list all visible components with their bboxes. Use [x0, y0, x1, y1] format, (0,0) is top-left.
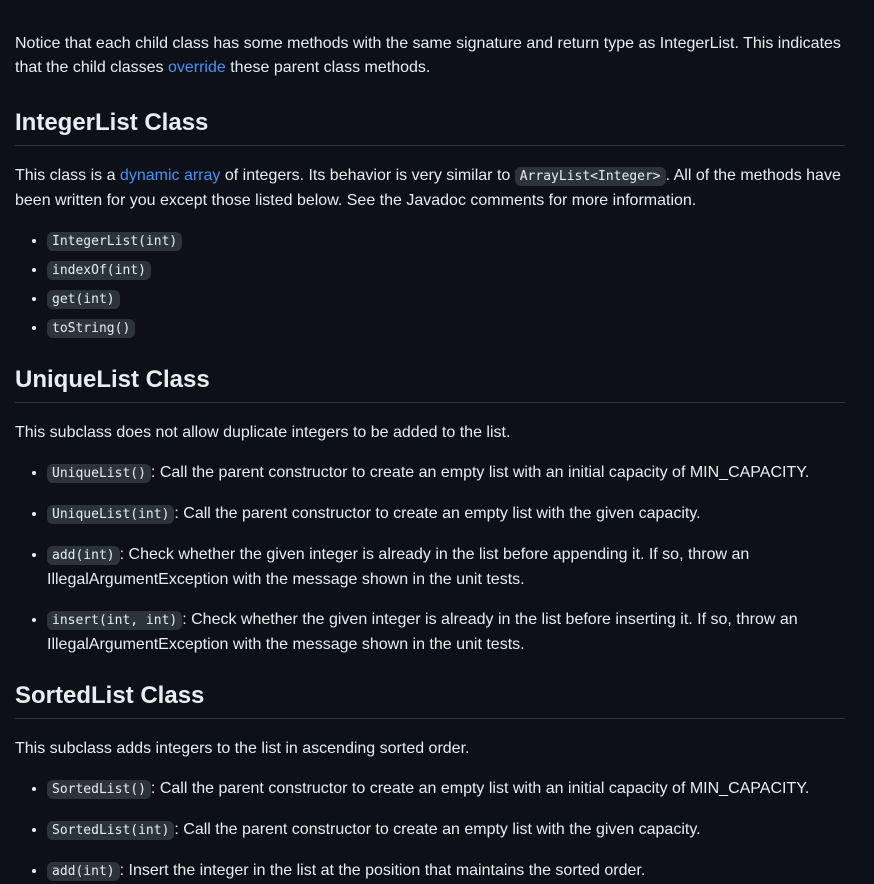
- override-link[interactable]: override: [167, 59, 226, 76]
- method-description: : Call the parent constructor to create an empty list with the given capacity.: [174, 821, 701, 838]
- intro-paragraph: [15, 32, 845, 80]
- method-description: : Insert the integer in the list at the position that maintains the sorted order.: [119, 862, 646, 879]
- method-code: indexOf(int): [47, 261, 151, 280]
- method-code: UniqueList(): [47, 464, 151, 483]
- dynamic-array-link[interactable]: dynamic array: [119, 167, 221, 184]
- list-item: [47, 502, 845, 527]
- method-code: UniqueList(int): [47, 505, 174, 524]
- uniquelist-method-list: [15, 461, 845, 657]
- intro-text-1: Notice that each child class has some methods with the same signature and return type as IntegerList. This indicates that the child classes: [15, 35, 841, 76]
- list-item: [47, 818, 845, 843]
- list-item: [47, 608, 845, 657]
- uniquelist-heading: UniqueList Class: [15, 365, 845, 403]
- method-description: : Check whether the given integer is already in the list before inserting it. If so, throw an IllegalArgumentException with the message shown in the unit tests.: [47, 611, 798, 653]
- integerlist-description: [15, 164, 845, 213]
- method-code: insert(int, int): [47, 611, 182, 630]
- method-description: : Call the parent constructor to create an empty list with an initial capacity of MIN_CAPACITY.: [150, 780, 810, 797]
- method-code: get(int): [47, 290, 120, 309]
- list-item: [47, 543, 845, 592]
- integerlist-method-list: [15, 229, 845, 341]
- method-code: SortedList(): [47, 780, 151, 799]
- readme-content: [15, 32, 845, 884]
- list-item: [47, 229, 845, 254]
- method-code: add(int): [47, 546, 120, 565]
- uniquelist-description: This subclass does not allow duplicate integers to be added to the list.: [15, 424, 511, 441]
- method-code: IntegerList(int): [47, 232, 182, 251]
- integerlist-heading: IntegerList Class: [15, 108, 845, 146]
- arraylist-code: ArrayList<Integer>: [515, 167, 666, 186]
- sortedlist-heading: SortedList Class: [15, 681, 845, 719]
- method-code: SortedList(int): [47, 821, 174, 840]
- integerlist-text-2: of integers. Its behavior is very similar to: [220, 167, 515, 184]
- method-description: : Check whether the given integer is already in the list before appending it. If so, throw an IllegalArgumentException with the message shown in the unit tests.: [47, 546, 750, 588]
- list-item: [47, 316, 845, 341]
- method-description: : Call the parent constructor to create an empty list with the given capacity.: [174, 505, 701, 522]
- intro-text-2: these parent class methods.: [225, 59, 431, 76]
- list-item: [47, 258, 845, 283]
- method-code: toString(): [47, 319, 135, 338]
- list-item: [47, 777, 845, 802]
- sortedlist-method-list: [15, 777, 845, 884]
- list-item: [47, 461, 845, 486]
- integerlist-text-3: . All of the methods have been written for you except those listed below. See the Javadoc comments for more information.: [15, 167, 841, 209]
- method-description: : Call the parent constructor to create an empty list with an initial capacity of MIN_CAPACITY.: [150, 464, 810, 481]
- integerlist-text-1: This class is a: [15, 167, 120, 184]
- method-code: add(int): [47, 862, 120, 881]
- list-item: [47, 287, 845, 312]
- sortedlist-description: This subclass adds integers to the list in ascending sorted order.: [15, 740, 470, 757]
